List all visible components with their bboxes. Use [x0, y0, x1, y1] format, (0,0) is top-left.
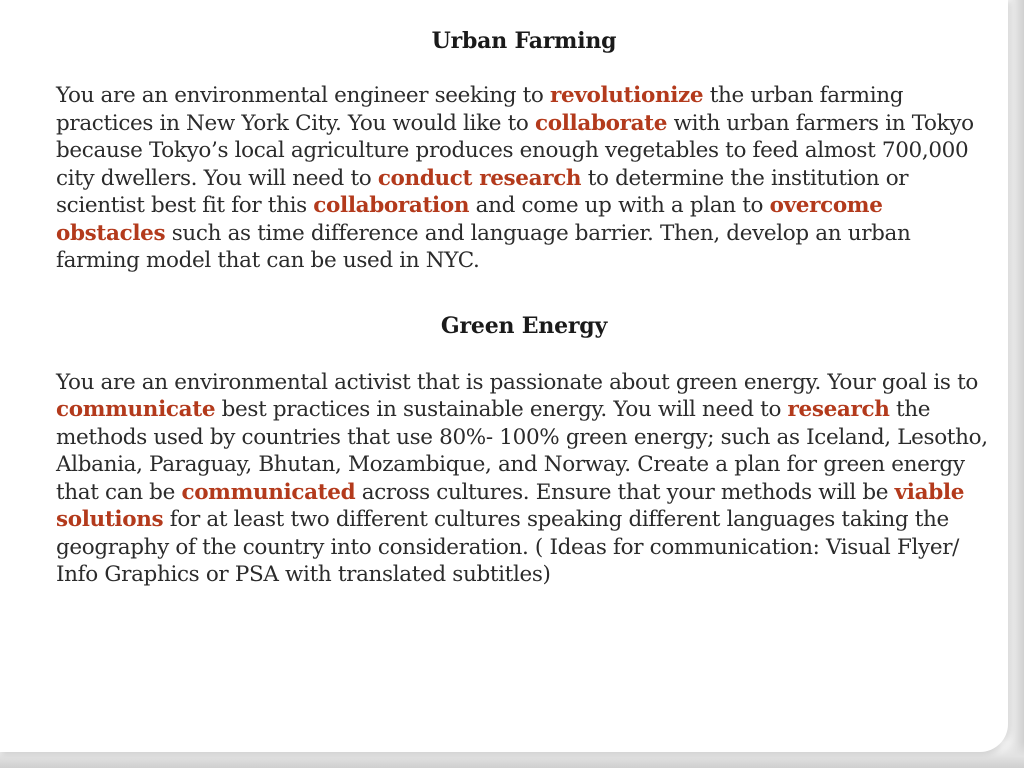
- keyword-revolutionize: revolutionize: [550, 83, 704, 108]
- text-run: You are an environmental activist that is passionate about green energy. Your goal is to: [56, 369, 978, 395]
- urban-farming-paragraph: [56, 82, 992, 275]
- green-energy-heading: Green Energy: [440, 312, 608, 339]
- text-run: the urban farming practices in New York City. You would like to: [56, 83, 904, 136]
- text-run: across cultures. Ensure that your methods will be: [355, 479, 895, 505]
- text-run: such as time difference and language barrier. Then, develop an urban farming model that can be used in NYC.: [56, 220, 911, 273]
- keyword-communicated: communicated: [181, 479, 356, 505]
- keyword-overcome-obstacles: overcome obstacles: [56, 193, 883, 246]
- text-run: and come up with a plan to: [469, 193, 770, 218]
- keyword-viable-solutions: viable solutions: [56, 479, 965, 532]
- keyword-collaboration: collaboration: [313, 193, 470, 218]
- text-run: You are an environmental engineer seeking to: [56, 83, 551, 108]
- urban-farming-heading: Urban Farming: [431, 28, 617, 54]
- keyword-conduct-research: conduct research: [377, 165, 582, 191]
- text-run: to determine the institution or scientist best fit for this: [56, 165, 909, 218]
- text-run: best practices in sustainable energy. You will need to: [215, 397, 788, 422]
- keyword-research: research: [787, 397, 890, 422]
- keyword-communicate: communicate: [56, 397, 216, 422]
- text-run: with urban farmers in Tokyo because Tokyo’s local agriculture produces enough vegetables to feed almost 700,000 city dwellers. You will need to: [56, 110, 974, 191]
- keyword-collaborate: collaborate: [535, 110, 668, 136]
- slide-content: [56, 28, 992, 589]
- green-energy-paragraph: [56, 369, 992, 589]
- text-run: the methods used by countries that use 80%- 100% green energy; such as Iceland, Lesotho, Albania, Paraguay, Bhutan, Mozambique, and Norway. Create a plan for green energy that can be: [56, 397, 988, 505]
- text-run: for at least two different cultures speaking different languages taking the geography of the country into consideration. ( Ideas for communication: Visual Flyer/ Info Graphics or PSA with translated subtitles): [56, 507, 960, 587]
